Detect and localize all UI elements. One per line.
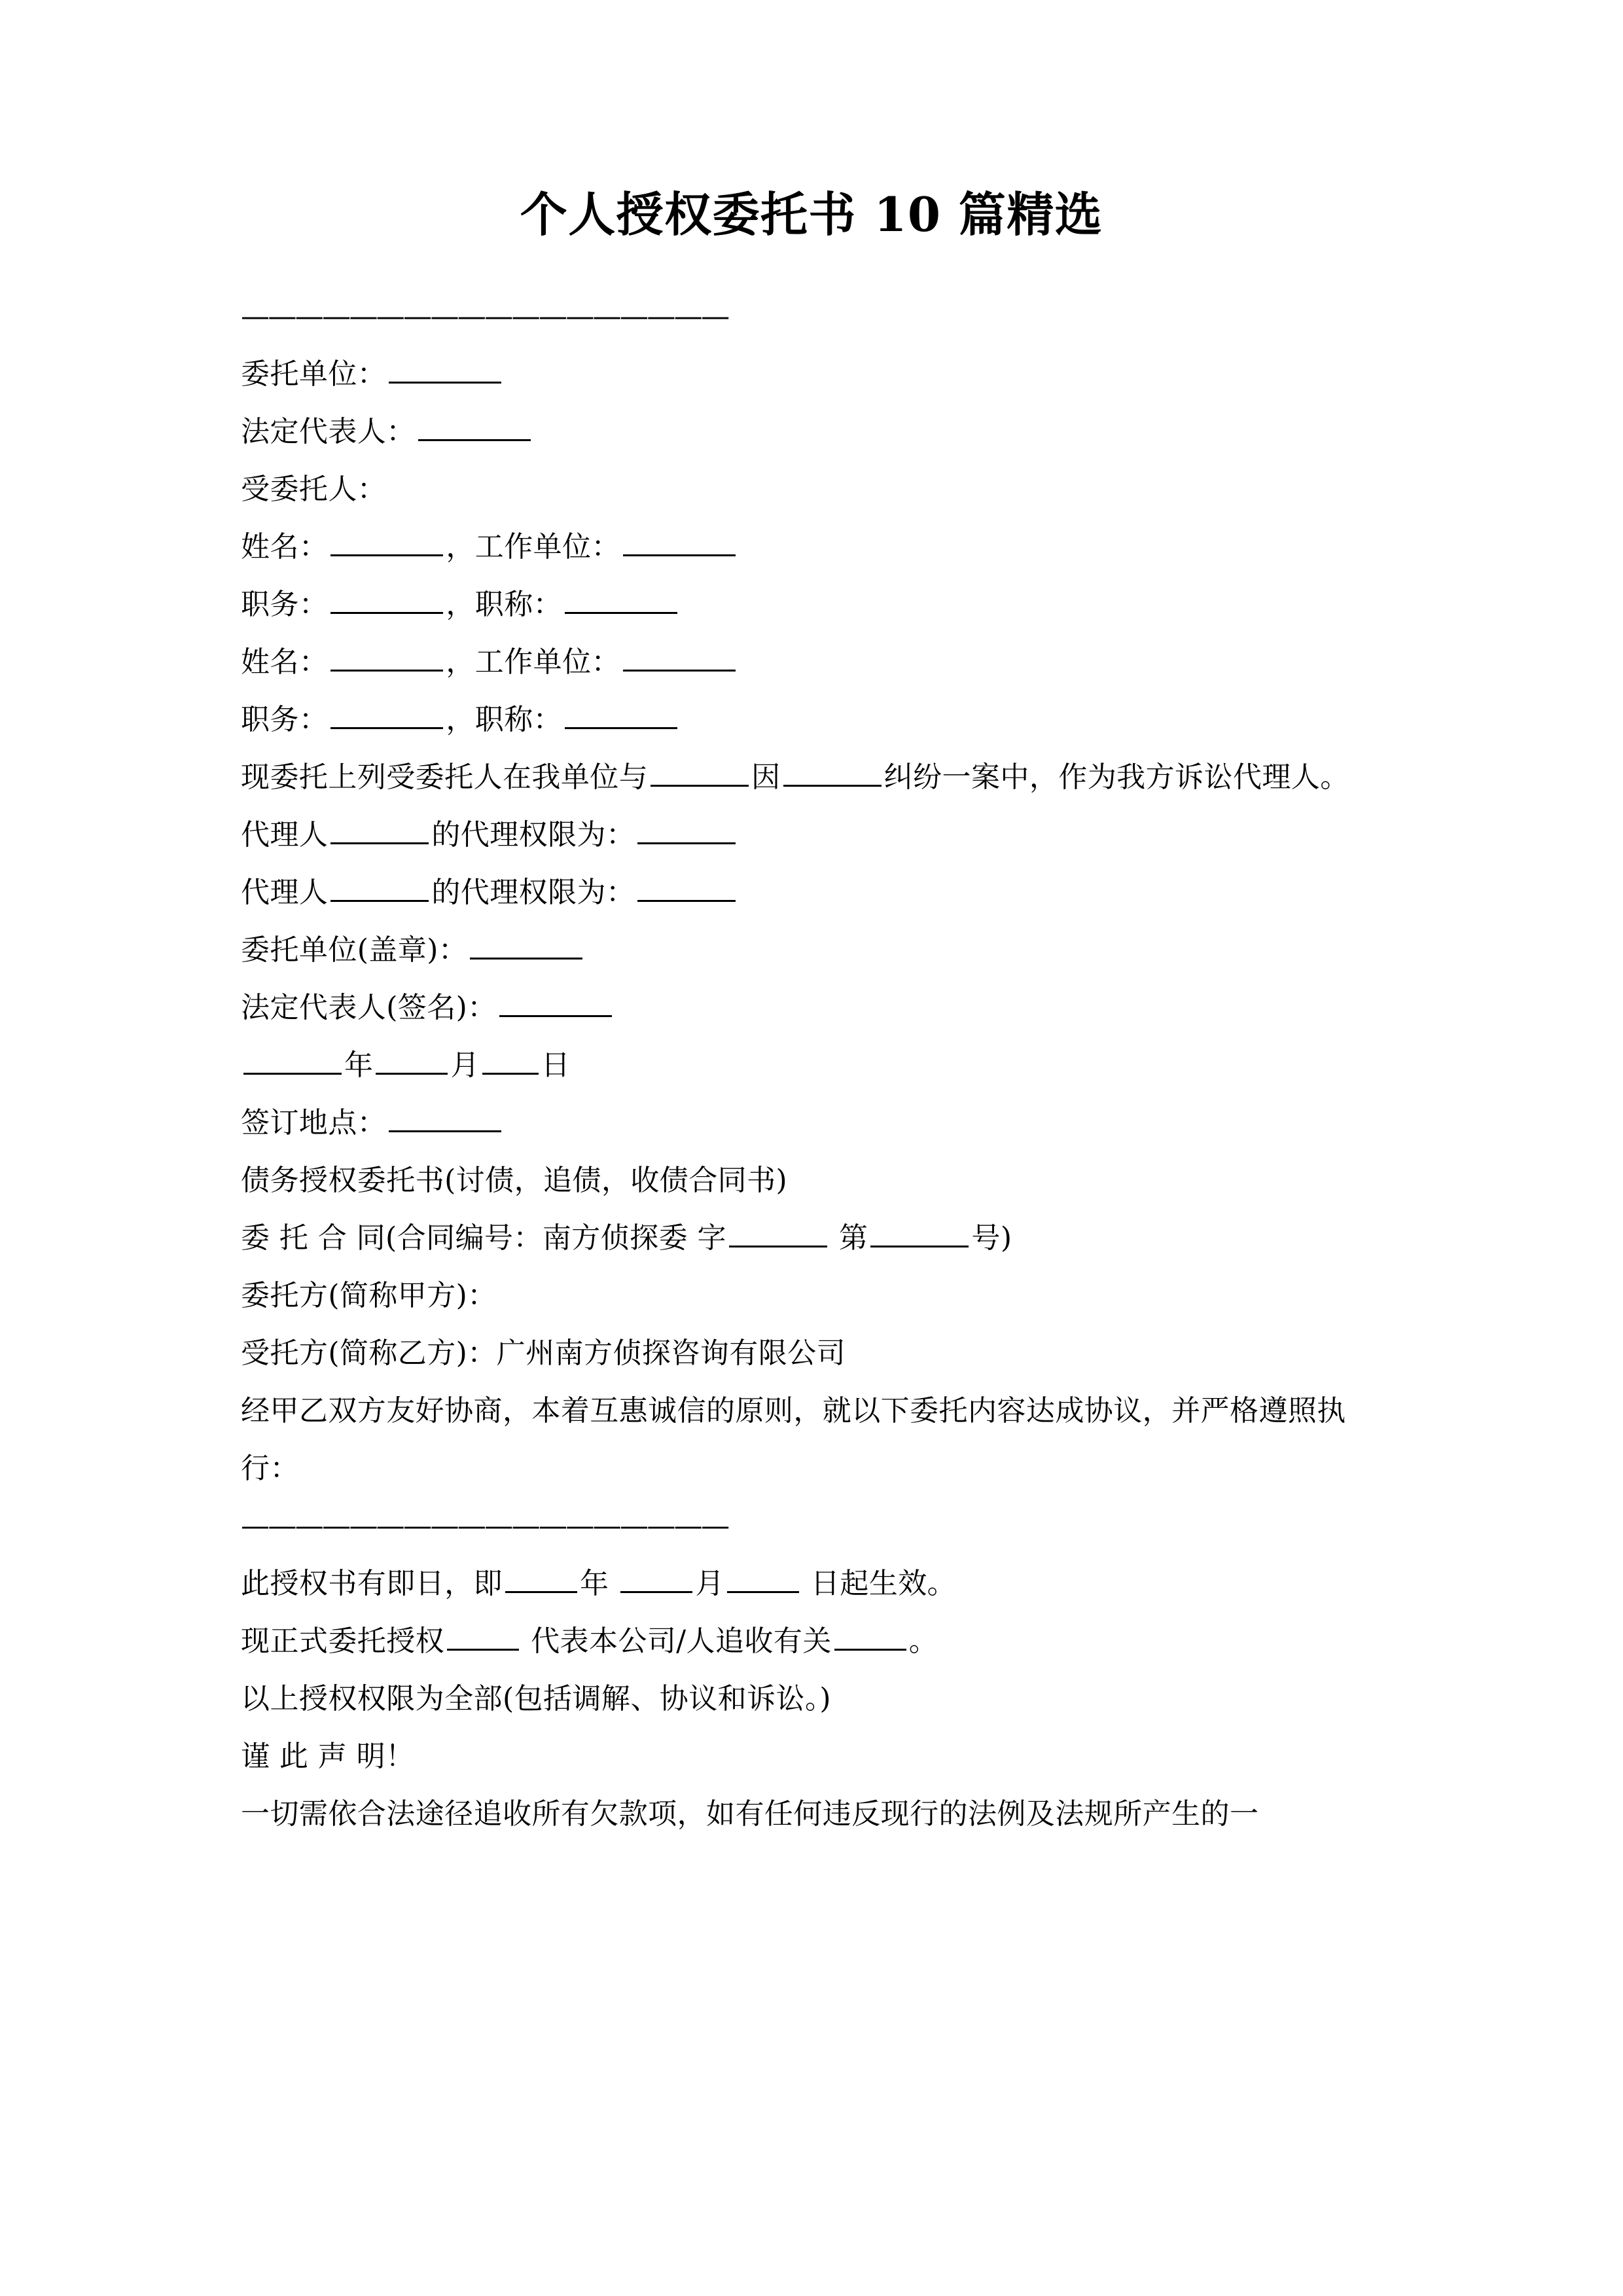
line-shou-weituo-ren [241,461,1393,518]
label-fading-daibiao-qianming: 法定代表人(签名)： [241,991,497,1024]
document-body [241,288,1393,1843]
line-fading-daibiaoren [241,403,1393,461]
blank-qianding-didian[interactable] [389,1108,501,1132]
blank-dailiren-1[interactable] [330,820,429,844]
blank-gongzuo-danwei-2[interactable] [623,647,736,672]
label-weituo-danwei: 委托单位： [241,357,387,391]
blank-gongzuo-danwei-1[interactable] [623,532,736,556]
blank-zhicheng-2[interactable] [565,705,677,729]
label-qianding-didian: 签订地点： [241,1106,387,1139]
label-weituo-hetong-b: 第 [838,1221,868,1255]
line-weituo-hetong [241,1210,1393,1267]
line-weituo-danwei [241,346,1393,403]
line-qianding-didian [241,1094,1393,1152]
blank-quanxian-1[interactable] [637,820,736,844]
blank-year[interactable] [243,1050,342,1075]
label-zhiwu-2: 职务： [241,703,329,736]
label-xingming-1: 姓名： [241,530,329,564]
label-shengxiao-month: 月 [695,1567,724,1600]
blank-zhiwu-1[interactable] [330,590,443,614]
label-xingming-2: 姓名： [241,645,329,679]
blank-weituo-shangli-2[interactable] [783,762,882,787]
label-dailiren-1: 代理人 [241,818,329,852]
line-xingming-2 [241,634,1393,691]
label-shengxiao-day: 日起生效。 [810,1567,957,1600]
blank-quanxian-2[interactable] [637,878,736,902]
line-quanxian: 以上授权权限为全部(包括调解、协议和诉讼。) [241,1682,832,1715]
line-date [241,1037,1393,1094]
label-shengxiao-year: 年 [579,1567,609,1600]
label-month: 月 [450,1049,480,1082]
label-quanxian-1: 的代理权限为： [431,818,635,852]
blank-dailiren-2[interactable] [330,878,429,902]
blank-shengxiao-month[interactable] [620,1569,692,1593]
label-gongzuo-danwei-1: ，工作单位： [446,530,620,564]
label-shengxiao-a: 此授权书有即日，即 [241,1567,503,1600]
label-dailiren-2: 代理人 [241,876,329,909]
blank-zhengshi-2[interactable] [834,1626,906,1651]
blank-weituo-shangli-1[interactable] [651,762,749,787]
line-zhiwu-2 [241,691,1393,749]
line-xingming-1 [241,518,1393,576]
blank-shengxiao-year[interactable] [505,1569,577,1593]
line-zhengshi-weituo [241,1613,1393,1670]
blank-zhengshi-1[interactable] [447,1626,519,1651]
label-zhengshi-a: 现正式委托授权 [241,1624,445,1658]
blank-month[interactable] [376,1050,448,1075]
label-fading-daibiaoren: 法定代表人： [241,415,416,448]
line-final-paragraph: 一切需依合法途径追收所有欠款项，如有任何违反现行的法例及法规所产生的一 [241,1797,1259,1831]
separator-top: —————————————————— [241,300,728,333]
label-weituo-hetong-a: 委 托 合 同(合同编号：南方侦探委 字 [241,1221,726,1255]
blank-xingming-2[interactable] [330,647,443,672]
page-title: 个人授权委托书 10 篇精选 [520,187,1103,242]
label-shou-weituo-ren: 受委托人： [241,473,387,506]
blank-zhiwu-2[interactable] [330,705,443,729]
blank-fading-daibiaoren[interactable] [418,417,531,441]
label-zhiwu-1: 职务： [241,588,329,621]
line-fading-daibiao-qianming [241,979,1393,1037]
label-zhicheng-1: ，职称： [446,588,563,621]
line-shengxiao-riqi [241,1555,1393,1613]
line-weituo-danwei-gaizhang [241,922,1393,979]
blank-weituo-danwei-gaizhang[interactable] [470,935,582,960]
blank-hetong-zi[interactable] [729,1223,827,1247]
label-weituo-shangli-b: 因 [751,761,781,794]
label-weituo-shangli-a: 现委托上列受委托人在我单位与 [241,761,649,794]
line-zhaiwu-title: 债务授权委托书(讨债，追债，收债合同书) [241,1164,788,1197]
label-gongzuo-danwei-2: ，工作单位： [446,645,620,679]
line-dailiren-1 [241,806,1393,864]
blank-zhicheng-1[interactable] [565,590,677,614]
blank-shengxiao-day[interactable] [727,1569,799,1593]
line-xieyi-paragraph: 经甲乙双方友好协商，本着互惠诚信的原则，就以下委托内容达成协议，并严格遵照执行： [241,1394,1346,1485]
blank-hetong-di[interactable] [870,1223,969,1247]
label-quanxian-2: 的代理权限为： [431,876,635,909]
separator-mid: —————————————————— [241,1509,728,1543]
label-day: 日 [541,1049,571,1082]
line-dailiren-2 [241,864,1393,922]
line-shoutuofang: 受托方(简称乙方)：广州南方侦探咨询有限公司 [241,1336,846,1370]
blank-xingming-1[interactable] [330,532,443,556]
blank-fading-daibiao-qianming[interactable] [499,993,612,1017]
label-zhicheng-2: ，职称： [446,703,563,736]
label-weituo-shangli-c: 纠纷一案中，作为我方诉讼代理人。 [883,761,1349,794]
label-year: 年 [344,1049,374,1082]
blank-weituo-danwei[interactable] [389,359,501,384]
line-zhiwu-1 [241,576,1393,634]
label-zhengshi-c: 。 [908,1624,938,1658]
blank-day[interactable] [482,1050,539,1075]
line-jinci-shengming: 谨 此 声 明！ [241,1740,415,1773]
label-zhengshi-b: 代表本公司/人追收有关 [531,1624,832,1658]
label-weituo-hetong-c: 号) [971,1221,1012,1255]
line-weituofang: 委托方(简称甲方)： [241,1279,497,1312]
label-weituo-danwei-gaizhang: 委托单位(盖章)： [241,933,468,967]
line-weituo-shangli [241,749,1393,806]
